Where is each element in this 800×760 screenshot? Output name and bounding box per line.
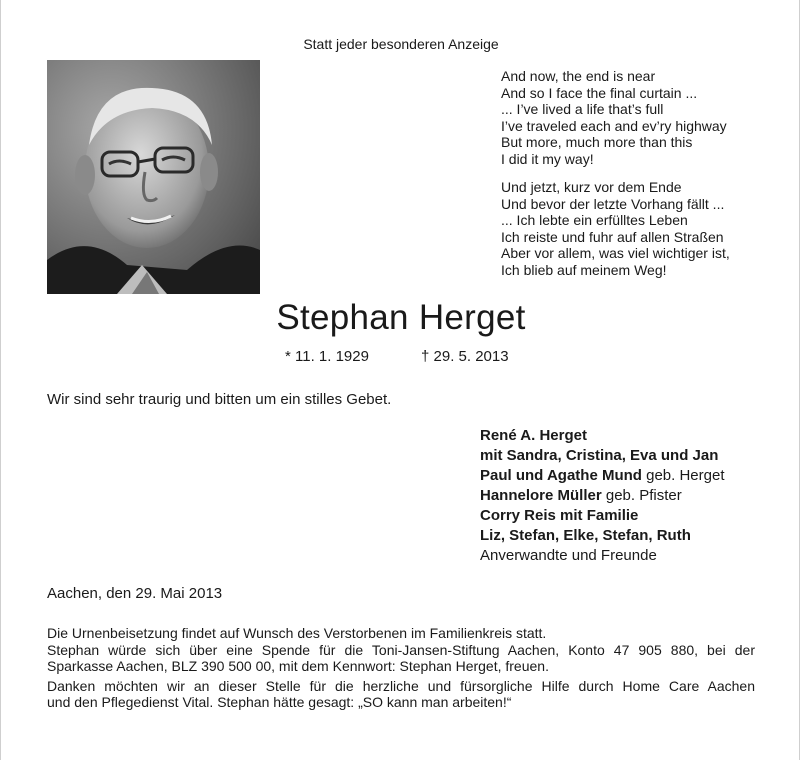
mourners-list	[480, 426, 725, 566]
verse-line: But more, much more than this	[501, 134, 693, 151]
prayer-text: Wir sind sehr traurig und bitten um ein stilles Gebet.	[47, 391, 392, 408]
verse-line: Und jetzt, kurz vor dem Ende	[501, 179, 682, 195]
thanks-note	[47, 678, 755, 710]
verse-line: And now, the end is near	[501, 68, 656, 84]
birth-date: * 11. 1. 1929	[285, 348, 369, 365]
mourner-note: geb. Herget	[641, 467, 725, 484]
death-date: † 29. 5. 2013	[421, 348, 509, 365]
donation-note-line: Sparkasse Aachen, BLZ 390 500 00, mit dem Kennwort: Stephan Herget, freuen.	[47, 658, 549, 674]
verse-line: ... I’ve lived a life that’s full	[501, 101, 664, 118]
mourner-note: Anverwandte und Freunde	[480, 547, 657, 564]
burial-note	[47, 625, 755, 641]
mourner-line	[480, 446, 725, 466]
verse-line: Ich blieb auf meinem Weg!	[501, 261, 667, 278]
donation-note	[47, 642, 755, 674]
mourner-name: mit Sandra, Cristina, Eva und Jan	[480, 447, 719, 464]
mourner-name: Liz, Stefan, Elke, Stefan, Ruth	[480, 527, 691, 544]
mourner-name: René A. Herget	[480, 427, 587, 444]
mourner-name: Hannelore Müller	[480, 487, 602, 504]
mourner-line	[480, 466, 725, 486]
mourner-name: Corry Reis mit Familie	[480, 507, 639, 524]
verse-english	[501, 68, 727, 168]
mourner-line	[480, 486, 725, 506]
verse-line: I did it my way!	[501, 150, 594, 167]
mourner-line	[480, 546, 725, 566]
mourner-line	[480, 526, 725, 546]
thanks-note-line: Danken möchten wir an dieser Stelle für die herzliche und fürsorgliche Hilfe durch Home Care Aachen	[47, 678, 755, 694]
verse-line: I’ve traveled each and ev’ry highway	[501, 117, 727, 134]
mourner-note: geb. Pfister	[601, 487, 682, 504]
mourner-name: Paul und Agathe Mund	[480, 467, 642, 484]
thanks-note-line: und den Pflegedienst Vital. Stephan hätte gesagt: „SO kann man arbeiten!“	[47, 694, 512, 710]
portrait-image	[47, 60, 260, 294]
portrait-photo	[47, 60, 260, 294]
verse-line: Ich reiste und fuhr auf allen Straßen	[501, 228, 724, 245]
burial-note-line: Die Urnenbeisetzung findet auf Wunsch des Verstorbenen im Familienkreis statt.	[47, 625, 547, 641]
verse-line: And so I face the final curtain ...	[501, 84, 698, 101]
verse-line: Aber vor allem, was viel wichtiger ist,	[501, 245, 730, 262]
verse-german	[501, 179, 730, 279]
verse-line: Und bevor der letzte Vorhang fällt ...	[501, 195, 725, 212]
donation-note-line: Stephan würde sich über eine Spende für die Toni-Jansen-Stiftung Aachen, Konto 47 905 880, bei der	[47, 642, 755, 658]
mourner-line	[480, 506, 725, 526]
header-line: Statt jeder besonderen Anzeige	[303, 36, 499, 52]
deceased-name: Stephan Herget	[276, 298, 526, 337]
verse-line: ... Ich lebte ein erfülltes Leben	[501, 212, 688, 229]
mourner-line	[480, 426, 725, 446]
place-date: Aachen, den 29. Mai 2013	[47, 585, 223, 602]
